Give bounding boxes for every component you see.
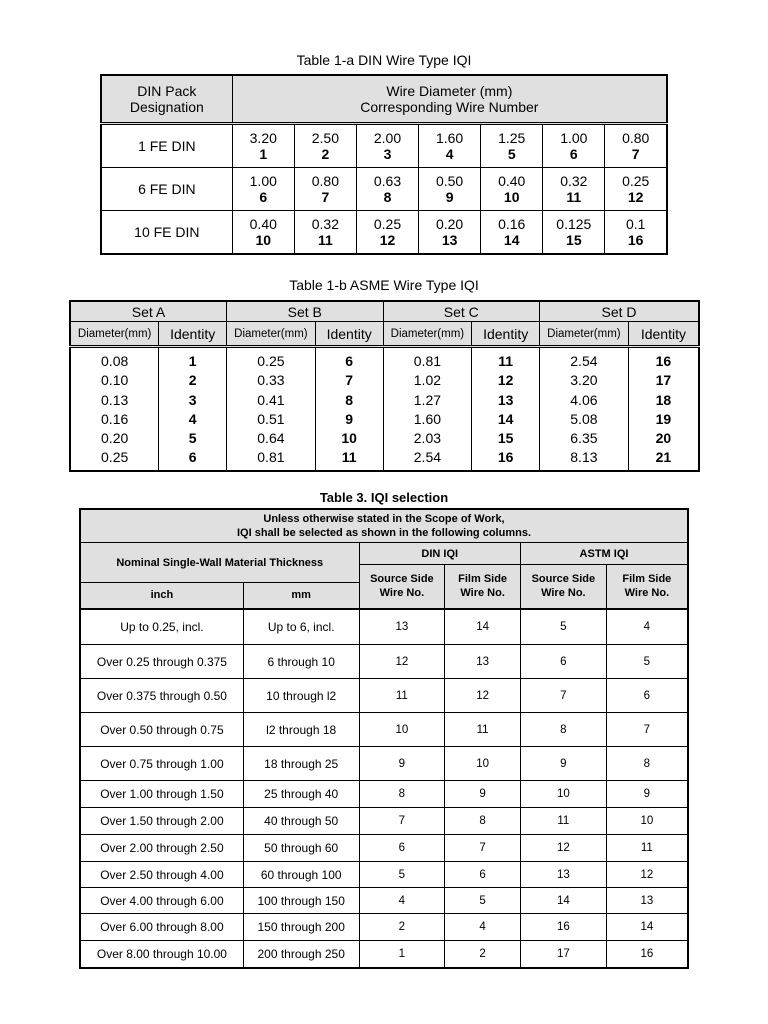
wire-number: 1 xyxy=(259,146,268,162)
wire-cell xyxy=(481,124,543,168)
wire-cell xyxy=(419,211,481,255)
diameter-value: 0.08 xyxy=(101,353,129,369)
diameter-value: 0.81 xyxy=(257,449,285,466)
diameter-value: 1.02 xyxy=(413,372,442,389)
wire-number: 10 xyxy=(503,189,520,205)
thickness-inch: Over 2.00 through 2.50 xyxy=(80,835,243,862)
din-header-row xyxy=(101,75,667,124)
astm-film-side-header: Film Side Wire No. xyxy=(606,565,688,609)
table-row xyxy=(80,609,688,645)
diameter-value: 0.25 xyxy=(257,353,285,369)
astm-source-side-header: Source Side Wire No. xyxy=(520,565,606,609)
wire-cell xyxy=(356,168,418,211)
identity-value: 19 xyxy=(655,410,672,427)
thickness-mm: 18 through 25 xyxy=(243,747,359,781)
table-row xyxy=(80,835,688,862)
thickness-mm: 150 through 200 xyxy=(243,914,359,941)
identity-value: 17 xyxy=(655,372,672,389)
thickness-inch: Over 0.375 through 0.50 xyxy=(80,679,243,713)
wire-diameter: 1.00 xyxy=(249,173,277,189)
diameter-value: 0.25 xyxy=(101,449,129,466)
identity-value: 8 xyxy=(345,391,354,408)
din-film-wire: 4 xyxy=(445,914,521,941)
identity-value: 20 xyxy=(655,430,672,447)
din-film-wire: 9 xyxy=(445,781,521,808)
set-header: Set C xyxy=(383,301,540,322)
astm-source-wire: 10 xyxy=(520,781,606,808)
din-pack-name: 10 FE DIN xyxy=(101,211,232,255)
diameter-header: Diameter(mm) xyxy=(383,322,472,347)
wire-number: 7 xyxy=(321,189,330,205)
diameter-column xyxy=(227,347,316,471)
table-row xyxy=(80,645,688,679)
identity-value: 6 xyxy=(188,449,197,466)
diameter-value: 0.81 xyxy=(413,353,442,369)
thickness-mm: 40 through 50 xyxy=(243,808,359,835)
din-source-wire: 11 xyxy=(359,679,445,713)
thickness-mm: l2 through 18 xyxy=(243,713,359,747)
identity-value: 9 xyxy=(345,410,354,427)
thickness-inch: Over 0.75 through 1.00 xyxy=(80,747,243,781)
astm-film-wire: 10 xyxy=(606,808,688,835)
iqi-selection-table xyxy=(79,508,689,969)
diameter-value: 6.35 xyxy=(570,430,598,447)
set-header: Set D xyxy=(540,301,700,322)
thickness-inch: Over 2.50 through 4.00 xyxy=(80,862,243,888)
identity-value: 2 xyxy=(188,372,197,389)
astm-source-wire: 9 xyxy=(520,747,606,781)
wire-diameter: 1.25 xyxy=(498,130,526,146)
wire-diameter: 2.00 xyxy=(373,130,402,146)
table-row xyxy=(80,862,688,888)
diameter-value: 1.27 xyxy=(413,391,442,408)
astm-film-wire: 5 xyxy=(606,645,688,679)
diameter-column xyxy=(383,347,472,471)
wire-diameter: 0.25 xyxy=(622,173,650,189)
thickness-inch: Over 1.00 through 1.50 xyxy=(80,781,243,808)
identity-value: 10 xyxy=(341,430,357,447)
wire-diameter: 0.125 xyxy=(556,216,592,232)
identity-value: 5 xyxy=(188,430,197,447)
wire-number: 6 xyxy=(569,146,578,162)
identity-value: 14 xyxy=(497,410,514,427)
din-film-wire: 8 xyxy=(445,808,521,835)
identity-header: Identity xyxy=(315,322,383,347)
wire-diameter: 0.63 xyxy=(373,173,402,189)
identity-value: 6 xyxy=(345,353,354,369)
din-iqi-header: DIN IQI xyxy=(359,543,520,565)
diameter-value: 0.20 xyxy=(101,430,129,447)
din-source-wire: 5 xyxy=(359,862,445,888)
wire-cell xyxy=(605,211,667,255)
group-header-row xyxy=(80,543,688,565)
wire-diameter: 0.25 xyxy=(373,216,402,232)
astm-film-wire: 7 xyxy=(606,713,688,747)
din-film-wire: 13 xyxy=(445,645,521,679)
din-source-wire: 10 xyxy=(359,713,445,747)
wire-diameter: 0.50 xyxy=(435,173,464,189)
wire-number: 7 xyxy=(631,146,640,162)
thickness-mm: 25 through 40 xyxy=(243,781,359,808)
table-row xyxy=(80,747,688,781)
set-header: Set B xyxy=(227,301,384,322)
wire-number: 10 xyxy=(255,232,272,248)
astm-source-wire: 16 xyxy=(520,914,606,941)
asme-data-row xyxy=(70,347,699,471)
din-source-wire: 12 xyxy=(359,645,445,679)
table-row xyxy=(101,211,667,255)
wire-cell xyxy=(543,211,605,255)
din-film-wire: 10 xyxy=(445,747,521,781)
din-film-wire: 14 xyxy=(445,609,521,645)
astm-film-wire: 16 xyxy=(606,941,688,968)
thickness-mm: 200 through 250 xyxy=(243,941,359,968)
wire-diameter: 0.20 xyxy=(435,216,464,232)
wire-number: 13 xyxy=(441,232,458,248)
wire-cell xyxy=(543,124,605,168)
thickness-mm: 50 through 60 xyxy=(243,835,359,862)
astm-film-wire: 11 xyxy=(606,835,688,862)
identity-value: 7 xyxy=(345,372,354,389)
diameter-header: Diameter(mm) xyxy=(227,322,316,347)
identity-value: 16 xyxy=(497,449,514,466)
astm-source-wire: 5 xyxy=(520,609,606,645)
wire-diameter: 0.1 xyxy=(625,216,646,232)
table-1a-caption: Table 1-a DIN Wire Type IQI xyxy=(296,52,472,68)
wire-diameter: 0.16 xyxy=(498,216,526,232)
wire-cell xyxy=(294,124,356,168)
table-row xyxy=(80,888,688,914)
diameter-value: 8.13 xyxy=(570,449,598,466)
din-source-wire: 13 xyxy=(359,609,445,645)
wire-diameter-header: Wire Diameter (mm) Corresponding Wire Number xyxy=(232,75,667,124)
wire-diameter: 0.80 xyxy=(622,130,650,146)
thickness-mm: 100 through 150 xyxy=(243,888,359,914)
wire-cell xyxy=(543,168,605,211)
table-row xyxy=(80,808,688,835)
diameter-value: 1.60 xyxy=(413,410,442,427)
thickness-inch: Over 1.50 through 2.00 xyxy=(80,808,243,835)
din-source-side-header: Source Side Wire No. xyxy=(359,565,445,609)
asme-subheader-row xyxy=(70,322,699,347)
wire-number: 9 xyxy=(445,189,454,205)
diameter-value: 2.03 xyxy=(413,430,442,447)
diameter-value: 0.33 xyxy=(257,372,285,389)
wire-number: 2 xyxy=(321,146,330,162)
wire-cell xyxy=(419,168,481,211)
asme-wire-table xyxy=(69,300,700,472)
din-film-wire: 5 xyxy=(445,888,521,914)
wire-number: 12 xyxy=(379,232,396,248)
wire-number: 11 xyxy=(566,189,582,205)
thickness-mm: 60 through 100 xyxy=(243,862,359,888)
diameter-value: 2.54 xyxy=(570,353,598,369)
table-row xyxy=(101,168,667,211)
diameter-value: 0.13 xyxy=(101,391,129,408)
diameter-value: 0.16 xyxy=(101,410,129,427)
astm-source-wire: 13 xyxy=(520,862,606,888)
identity-value: 3 xyxy=(188,391,197,408)
wire-diameter: 3.20 xyxy=(249,130,277,146)
din-source-wire: 4 xyxy=(359,888,445,914)
identity-value: 12 xyxy=(497,372,514,389)
table-row xyxy=(80,713,688,747)
wire-diameter: 2.50 xyxy=(311,130,339,146)
astm-source-wire: 6 xyxy=(520,645,606,679)
din-source-wire: 6 xyxy=(359,835,445,862)
wire-number: 14 xyxy=(503,232,520,248)
wire-cell xyxy=(232,168,294,211)
din-film-wire: 11 xyxy=(445,713,521,747)
astm-source-wire: 11 xyxy=(520,808,606,835)
wire-cell xyxy=(232,124,294,168)
astm-film-wire: 12 xyxy=(606,862,688,888)
identity-column xyxy=(472,347,540,471)
set-header: Set A xyxy=(70,301,227,322)
astm-iqi-header: ASTM IQI xyxy=(520,543,688,565)
astm-film-wire: 13 xyxy=(606,888,688,914)
astm-film-wire: 14 xyxy=(606,914,688,941)
thickness-inch: Up to 0.25, incl. xyxy=(80,609,243,645)
identity-header: Identity xyxy=(159,322,227,347)
table-1b-caption: Table 1-b ASME Wire Type IQI xyxy=(289,277,479,293)
astm-film-wire: 4 xyxy=(606,609,688,645)
diameter-value: 2.54 xyxy=(413,449,442,466)
table-row xyxy=(80,781,688,808)
thickness-inch: Over 0.50 through 0.75 xyxy=(80,713,243,747)
wire-number: 4 xyxy=(445,146,454,162)
wire-number: 6 xyxy=(259,189,268,205)
astm-source-wire: 17 xyxy=(520,941,606,968)
wire-number: 5 xyxy=(507,146,516,162)
mm-header: mm xyxy=(243,583,359,609)
thickness-mm: 6 through 10 xyxy=(243,645,359,679)
din-wire-table xyxy=(100,74,668,255)
instruction-row xyxy=(80,509,688,543)
diameter-value: 0.51 xyxy=(257,410,285,427)
thickness-mm: Up to 6, incl. xyxy=(243,609,359,645)
selection-instruction: Unless otherwise stated in the Scope of Work, IQI shall be selected as shown in the following columns. xyxy=(80,509,688,543)
astm-source-wire: 12 xyxy=(520,835,606,862)
wire-diameter: 0.40 xyxy=(498,173,526,189)
din-film-wire: 6 xyxy=(445,862,521,888)
astm-source-wire: 8 xyxy=(520,713,606,747)
thickness-header: Nominal Single-Wall Material Thickness xyxy=(80,543,359,583)
thickness-inch: Over 8.00 through 10.00 xyxy=(80,941,243,968)
identity-header: Identity xyxy=(628,322,699,347)
din-pack-name: 1 FE DIN xyxy=(101,124,232,168)
din-source-wire: 9 xyxy=(359,747,445,781)
wire-diameter: 1.00 xyxy=(560,130,588,146)
identity-column xyxy=(315,347,383,471)
wire-diameter: 1.60 xyxy=(435,130,464,146)
wire-diameter: 0.80 xyxy=(311,173,339,189)
wire-number: 16 xyxy=(627,232,644,248)
wire-cell xyxy=(356,211,418,255)
thickness-inch: Over 0.25 through 0.375 xyxy=(80,645,243,679)
diameter-header: Diameter(mm) xyxy=(70,322,159,347)
wire-cell xyxy=(605,168,667,211)
astm-source-wire: 14 xyxy=(520,888,606,914)
identity-value: 16 xyxy=(655,353,672,369)
identity-column xyxy=(159,347,227,471)
diameter-value: 0.10 xyxy=(101,372,129,389)
astm-film-wire: 8 xyxy=(606,747,688,781)
thickness-inch: Over 6.00 through 8.00 xyxy=(80,914,243,941)
astm-film-wire: 6 xyxy=(606,679,688,713)
identity-value: 11 xyxy=(498,353,514,369)
diameter-header: Diameter(mm) xyxy=(540,322,629,347)
identity-value: 15 xyxy=(497,430,514,447)
wire-number: 11 xyxy=(317,232,333,248)
din-pack-name: 6 FE DIN xyxy=(101,168,232,211)
din-film-wire: 2 xyxy=(445,941,521,968)
wire-cell xyxy=(294,168,356,211)
wire-diameter: 0.32 xyxy=(311,216,339,232)
identity-value: 4 xyxy=(188,410,197,427)
table-row xyxy=(101,124,667,168)
asme-set-row xyxy=(70,301,699,322)
astm-source-wire: 7 xyxy=(520,679,606,713)
diameter-value: 4.06 xyxy=(570,391,598,408)
wire-cell xyxy=(294,211,356,255)
din-film-wire: 7 xyxy=(445,835,521,862)
identity-column xyxy=(628,347,699,471)
identity-value: 13 xyxy=(497,391,514,408)
diameter-column xyxy=(70,347,159,471)
identity-header: Identity xyxy=(472,322,540,347)
diameter-value: 5.08 xyxy=(570,410,598,427)
diameter-value: 0.41 xyxy=(257,391,285,408)
wire-diameter: 0.32 xyxy=(560,173,588,189)
din-source-wire: 2 xyxy=(359,914,445,941)
din-source-wire: 1 xyxy=(359,941,445,968)
din-film-wire: 12 xyxy=(445,679,521,713)
din-source-wire: 7 xyxy=(359,808,445,835)
wire-number: 8 xyxy=(383,189,392,205)
din-source-wire: 8 xyxy=(359,781,445,808)
wire-diameter: 0.40 xyxy=(249,216,277,232)
wire-number: 12 xyxy=(627,189,644,205)
identity-value: 1 xyxy=(188,353,197,369)
wire-number: 15 xyxy=(566,232,582,248)
thickness-inch: Over 4.00 through 6.00 xyxy=(80,888,243,914)
identity-value: 18 xyxy=(655,391,672,408)
thickness-mm: 10 through l2 xyxy=(243,679,359,713)
wire-cell xyxy=(605,124,667,168)
wire-cell xyxy=(232,211,294,255)
table-3-caption: Table 3. IQI selection xyxy=(319,490,449,505)
inch-header: inch xyxy=(80,583,243,609)
wire-cell xyxy=(481,168,543,211)
identity-value: 21 xyxy=(655,449,672,466)
identity-value: 11 xyxy=(341,449,357,466)
astm-film-wire: 9 xyxy=(606,781,688,808)
wire-cell xyxy=(481,211,543,255)
wire-cell xyxy=(356,124,418,168)
wire-cell xyxy=(419,124,481,168)
din-film-side-header: Film Side Wire No. xyxy=(445,565,521,609)
wire-number: 3 xyxy=(383,146,392,162)
diameter-value: 0.64 xyxy=(257,430,285,447)
table-row xyxy=(80,914,688,941)
table-row xyxy=(80,941,688,968)
diameter-column xyxy=(540,347,629,471)
din-pack-header: DIN Pack Designation xyxy=(101,75,232,124)
table-row xyxy=(80,679,688,713)
diameter-value: 3.20 xyxy=(570,372,598,389)
